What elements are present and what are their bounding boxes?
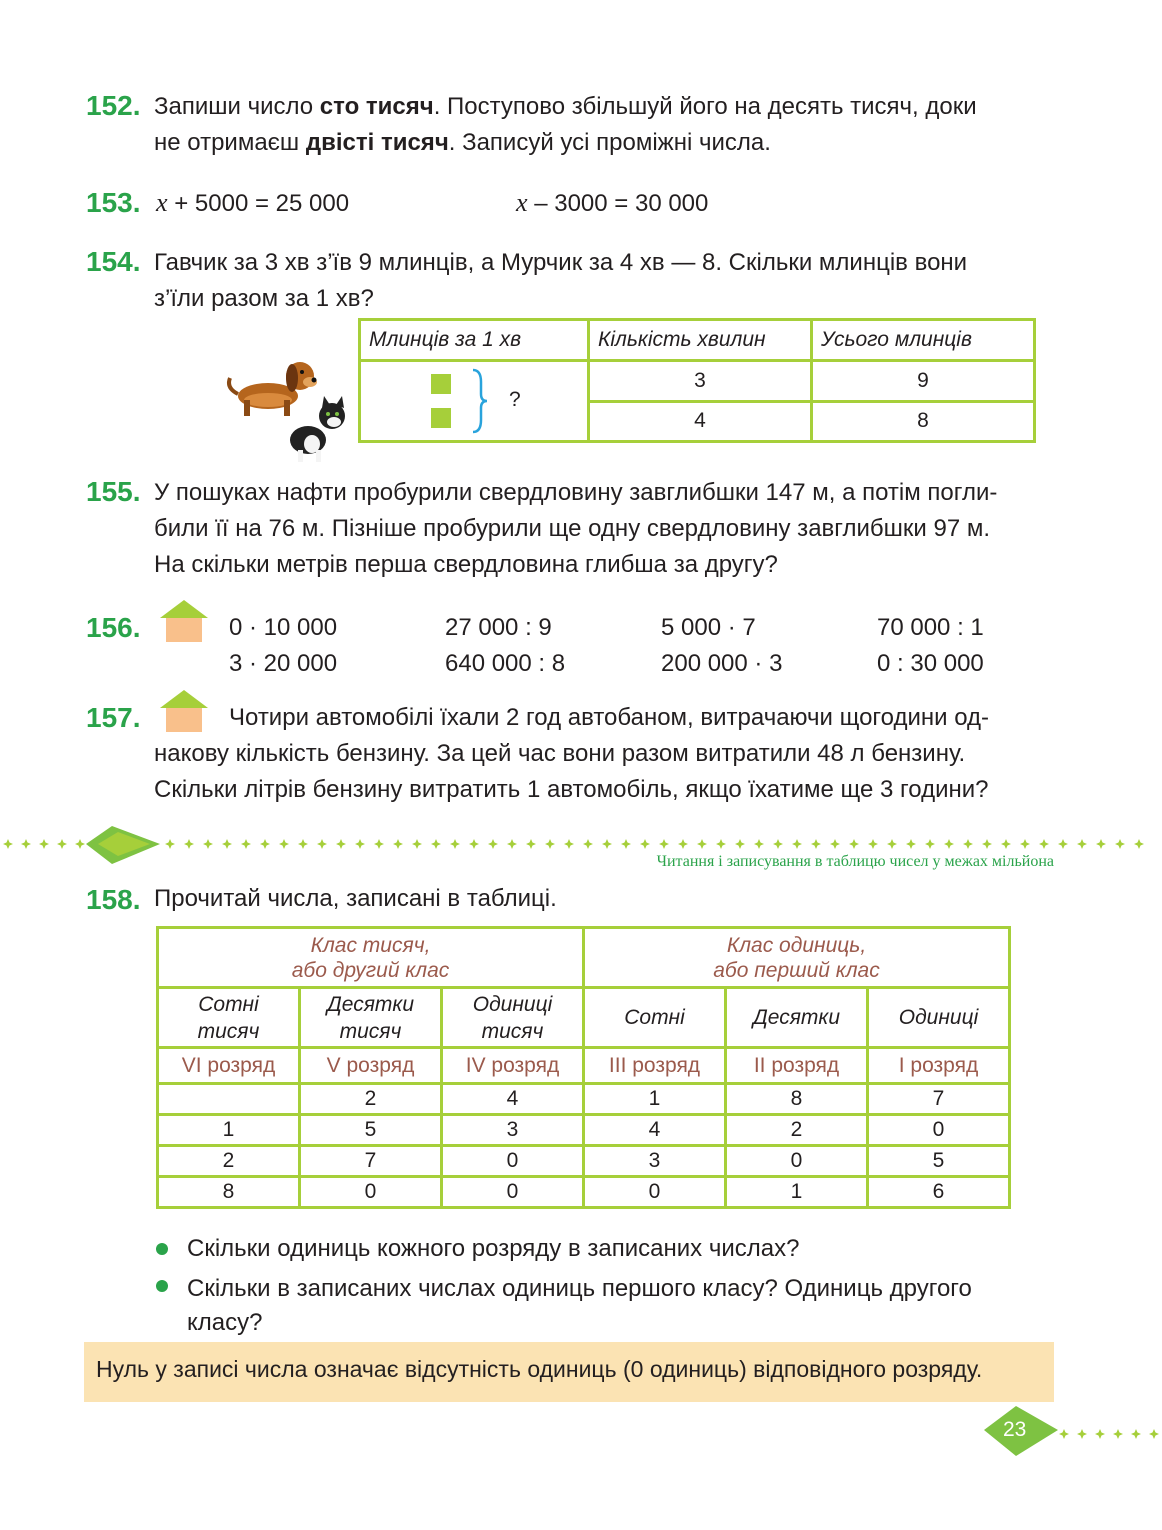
cell: 0 (442, 1146, 584, 1177)
expr-2-1: 3 · 20 000 (229, 650, 338, 677)
cell: 0 (868, 1115, 1010, 1146)
rank-4: IV розряд (442, 1048, 584, 1084)
star-icon (811, 839, 821, 849)
star-icon (697, 839, 707, 849)
star-icon (640, 839, 650, 849)
star-icon (906, 839, 916, 849)
exercise-158-intro: Прочитай числа, записані в таблиці. (154, 885, 557, 912)
digit-name-cell (726, 988, 868, 1048)
star-icon (1058, 839, 1068, 849)
header-minutes: Кількість хвилин (589, 320, 812, 361)
cell: 2 (726, 1115, 868, 1146)
class-units-line2: або перший клас (713, 958, 880, 982)
expr-1-2: 27 000 : 9 (445, 614, 552, 641)
dog-icon (229, 362, 317, 416)
ex155-line1: У пошуках нафти пробурили свердловину завглибшки 147 м, а потім погли- (154, 479, 998, 506)
star-icon (526, 839, 536, 849)
star-icon (1115, 839, 1125, 849)
ex155-line3: На скільки метрів перша свердловина глибша за другу? (154, 551, 778, 578)
digit-name-1b: тисяч (197, 1019, 260, 1043)
dog-and-cat-illustration (226, 350, 356, 466)
star-icon (412, 839, 422, 849)
ex152-l2a: не отримаєш (154, 129, 306, 156)
star-icon (621, 839, 631, 849)
star-icon (298, 839, 308, 849)
expr-1-1: 0 · 10 000 (229, 614, 338, 641)
digit-name-cell (300, 988, 442, 1048)
bullet-icon (156, 1280, 168, 1292)
star-icon (75, 839, 85, 849)
minutes-row2: 4 (589, 401, 812, 442)
ex152-l2c: . Записуй усі проміжні числа. (448, 129, 771, 156)
cell: 0 (584, 1177, 726, 1208)
star-icon (887, 839, 897, 849)
minutes-row1: 3 (589, 361, 812, 402)
star-icon (716, 839, 726, 849)
star-icon (1059, 1429, 1069, 1439)
digit-name-1a: Сотні (198, 992, 259, 1016)
star-icon (279, 839, 289, 849)
digit-name-3a: Одиниці (472, 992, 553, 1016)
star-icon (735, 839, 745, 849)
exercise-155-text (154, 475, 1054, 583)
star-icon (1134, 839, 1144, 849)
star-icon (39, 839, 49, 849)
star-icon (944, 839, 954, 849)
star-icon (241, 839, 251, 849)
star-icon (1096, 839, 1106, 849)
star-icon (1020, 839, 1030, 849)
square-icon-2 (431, 408, 451, 428)
cell: 7 (868, 1084, 1010, 1115)
expr-2-2: 640 000 : 8 (445, 650, 566, 677)
star-icon (1131, 1429, 1141, 1439)
rule-text: Нуль у записі числа означає відсутність одиниць (0 одиниць) відповідного розряду. (96, 1356, 983, 1382)
digit-name-3b: тисяч (481, 1019, 544, 1043)
question-2 (187, 1272, 972, 1340)
table-row (158, 1115, 1010, 1146)
eq1-variable: x (156, 188, 168, 217)
class-units-header (584, 928, 1010, 988)
ex155-line2: били її на 76 м. Пізніше пробурили ще одну свердловину завглибшки 97 м. (154, 515, 991, 542)
exercise-157-text-rest (154, 736, 1054, 808)
cell: 3 (584, 1146, 726, 1177)
star-icon (374, 839, 384, 849)
question-2-line1: Скільки в записаних числах одиниць першого класу? Одиниць другого (187, 1275, 972, 1302)
header-per-minute: Млинців за 1 хв (360, 320, 589, 361)
star-icon (3, 839, 13, 849)
star-icon (1001, 839, 1011, 849)
cell: 4 (442, 1084, 584, 1115)
exercise-152-text (154, 89, 1054, 161)
star-icon (963, 839, 973, 849)
star-icon (184, 839, 194, 849)
class-thousands-line1: Клас тисяч, (310, 933, 431, 957)
digit-name-cell (868, 988, 1010, 1048)
cell: 4 (584, 1115, 726, 1146)
page-number: 23 (1003, 1418, 1027, 1441)
digit-name-cell (158, 988, 300, 1048)
star-icon (925, 839, 935, 849)
star-icon (469, 839, 479, 849)
star-icon (260, 839, 270, 849)
star-icon (488, 839, 498, 849)
exercise-number-156: 156. (86, 612, 141, 643)
exercise-number-153: 153. (86, 187, 141, 218)
section-title: Читання і записування в таблицю чисел у межах мільйона (656, 853, 1054, 870)
eq2-variable: x (516, 188, 528, 217)
expr-1-4: 70 000 : 1 (877, 614, 984, 641)
place-value-table (156, 926, 1011, 1209)
ex152-l1a: Запиши число (154, 93, 320, 120)
ex152-l1b: сто тисяч (319, 93, 434, 120)
ex152-l1c: . Поступово збільшуй його на десять тисяч, доки (433, 93, 977, 120)
star-icon (830, 839, 840, 849)
equation-1 (156, 188, 349, 218)
star-icon (754, 839, 764, 849)
class-units-line1: Клас одиниць, (726, 933, 867, 957)
cell: 1 (584, 1084, 726, 1115)
star-icon (165, 839, 175, 849)
star-icon (564, 839, 574, 849)
header-total: Усього млинців (812, 320, 1035, 361)
ex154-line2: з’їли разом за 1 хв? (154, 285, 374, 312)
expr-2-4: 0 : 30 000 (877, 650, 984, 677)
star-icon (659, 839, 669, 849)
star-icon (1113, 1429, 1123, 1439)
star-icon (57, 839, 67, 849)
ex152-l2b: двісті тисяч (305, 129, 449, 156)
table-154 (358, 318, 1036, 443)
cat-icon (290, 396, 345, 462)
rank-5: V розряд (300, 1048, 442, 1084)
star-icon (336, 839, 346, 849)
star-icon (1149, 1429, 1159, 1439)
cell: 3 (442, 1115, 584, 1146)
ex157-line3: Скільки літрів бензину витратить 1 автомобіль, якщо їхатиме ще 3 години? (154, 776, 989, 803)
class-thousands-line2: або другий клас (291, 958, 450, 982)
cell: 8 (726, 1084, 868, 1115)
cell: 2 (158, 1146, 300, 1177)
exercise-157-text (154, 700, 1054, 736)
cell: 0 (726, 1146, 868, 1177)
cell: 8 (158, 1177, 300, 1208)
digit-name-cell (584, 988, 726, 1048)
digit-name-2b: тисяч (339, 1019, 402, 1043)
digit-name-4a: Сотні (624, 1006, 685, 1029)
star-icon (1077, 1429, 1087, 1439)
exercise-number-155: 155. (86, 476, 141, 507)
table-row (158, 1084, 1010, 1115)
cell: 1 (726, 1177, 868, 1208)
star-icon (602, 839, 612, 849)
exercise-number-157: 157. (86, 702, 141, 733)
star-icon (1077, 839, 1087, 849)
rank-3: III розряд (584, 1048, 726, 1084)
star-icon (507, 839, 517, 849)
star-icon (222, 839, 232, 849)
cell: 7 (300, 1146, 442, 1177)
star-icon (583, 839, 593, 849)
exercise-154-text (154, 245, 1054, 317)
curly-brace-icon (469, 368, 489, 434)
square-icon-1 (431, 374, 451, 394)
star-icon (982, 839, 992, 849)
rule-box (84, 1342, 1054, 1402)
cell: 5 (868, 1146, 1010, 1177)
rank-2: II розряд (726, 1048, 868, 1084)
question-2-line2: класу? (187, 1309, 263, 1336)
total-row1: 9 (812, 361, 1035, 402)
rank-6: VI розряд (158, 1048, 300, 1084)
cell: 2 (300, 1084, 442, 1115)
star-icon (545, 839, 555, 849)
star-icon (678, 839, 688, 849)
equation-2 (516, 188, 708, 218)
question-1: Скільки одиниць кожного розряду в записаних числах? (187, 1235, 800, 1262)
digit-name-6a: Одиниці (898, 1006, 979, 1029)
star-icon (1039, 839, 1049, 849)
cell: 1 (158, 1115, 300, 1146)
eq1-rest: + 5000 = 25 000 (167, 190, 350, 217)
star-icon (849, 839, 859, 849)
ex157-line2: накову кількість бензину. За цей час вони разом витратили 48 л бензину. (154, 740, 966, 767)
table-row (158, 1146, 1010, 1177)
home-task-icon (158, 598, 210, 642)
cell: 0 (300, 1177, 442, 1208)
ex154-line1: Гавчик за 3 хв з’їв 9 млинців, а Мурчик за 4 хв — 8. Скільки млинців вони (154, 249, 968, 276)
digit-name-cell (442, 988, 584, 1048)
bullet-icon (156, 1243, 168, 1255)
star-icon (21, 839, 31, 849)
question-mark: ? (509, 388, 521, 411)
ex157-line1: Чотири автомобілі їхали 2 год автобаном, витрачаючи щогодини од- (229, 704, 990, 731)
star-icon (792, 839, 802, 849)
star-icon (450, 839, 460, 849)
cell: 6 (868, 1177, 1010, 1208)
eq2-rest: – 3000 = 30 000 (527, 190, 709, 217)
star-icon (1095, 1429, 1105, 1439)
star-icon (355, 839, 365, 849)
cell: 0 (442, 1177, 584, 1208)
rank-1: I розряд (868, 1048, 1010, 1084)
expr-1-3: 5 000 · 7 (661, 614, 756, 641)
star-icon (431, 839, 441, 849)
squares-brace-cell (360, 361, 589, 442)
star-icon (317, 839, 327, 849)
exercise-number-152: 152. (86, 90, 141, 121)
expr-2-3: 200 000 · 3 (661, 650, 783, 677)
total-row2: 8 (812, 401, 1035, 442)
star-icon (773, 839, 783, 849)
exercise-number-154: 154. (86, 246, 141, 277)
cell (158, 1084, 300, 1115)
cell: 5 (300, 1115, 442, 1146)
star-icon (203, 839, 213, 849)
star-icon (868, 839, 878, 849)
digit-name-5a: Десятки (752, 1006, 841, 1029)
class-thousands-header (158, 928, 584, 988)
exercise-number-158: 158. (86, 884, 141, 915)
star-icon (393, 839, 403, 849)
table-row (158, 1177, 1010, 1208)
digit-name-2a: Десятки (326, 992, 415, 1016)
